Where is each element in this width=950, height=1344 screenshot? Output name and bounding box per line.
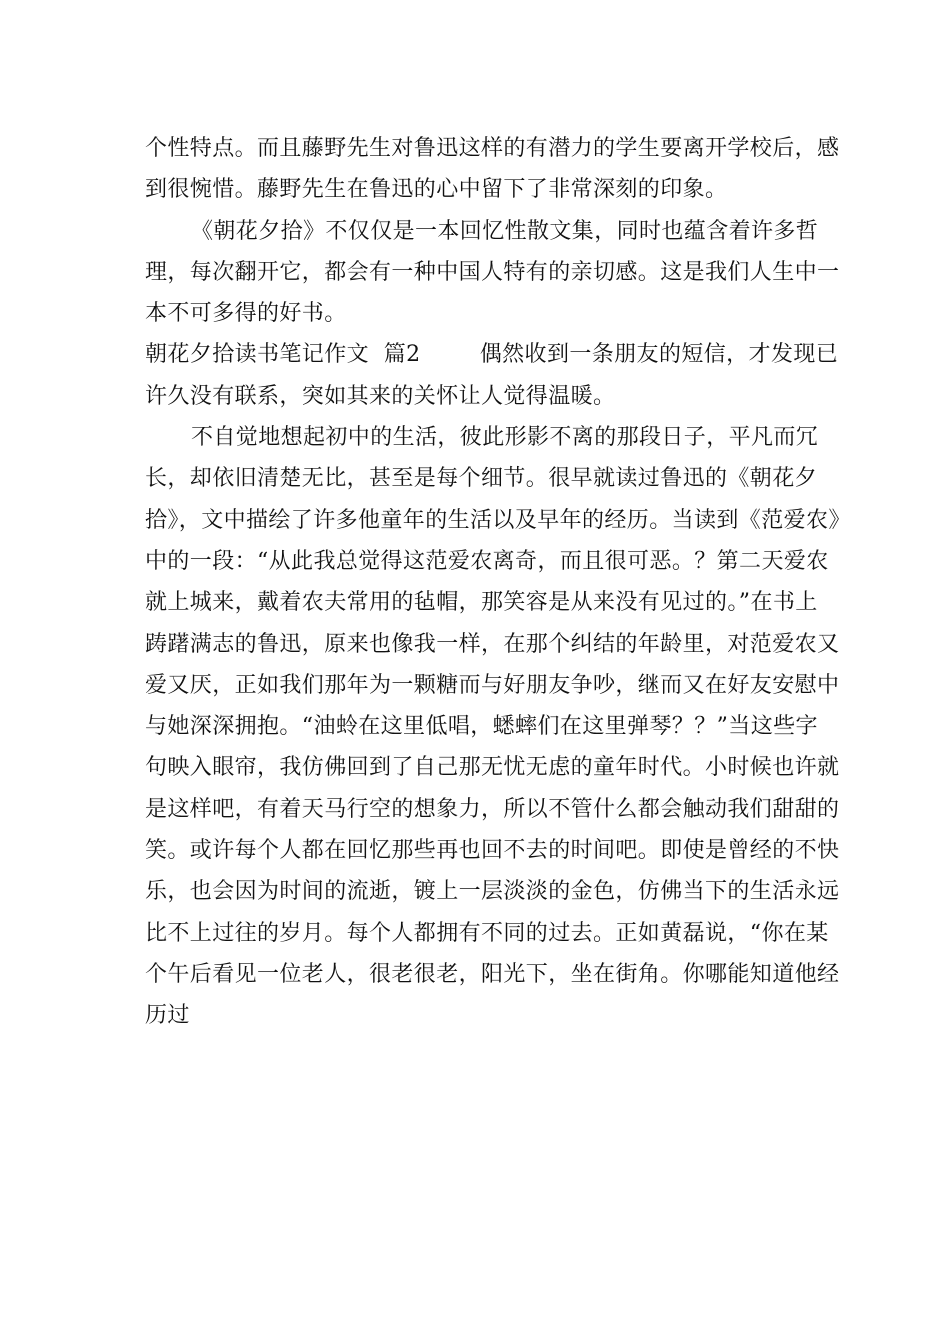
- paragraph-fujino-impression: 个性特点。而且藤野先生对鲁迅这样的有潜力的学生要离开学校后，感到很惋惜。藤野先生在鲁迅的心中留下了非常深刻的印象。: [145, 136, 840, 203]
- document-body: [145, 128, 840, 1037]
- paragraph-essay-2-opening: [145, 334, 840, 417]
- paragraph-essay-2-text: 偶然收到一条朋友的短信，才发现已许久没有联系，突如其来的关怀让人觉得温暖。: [145, 342, 839, 409]
- paragraph-book-summary: 《朝花夕拾》不仅仅是一本回忆性散文集，同时也蕴含着许多哲理，每次翻开它，都会有一种中国人特有的亲切感。这是我们人生中一本不可多得的好书。: [145, 218, 840, 327]
- section-heading: 朝花夕拾读书笔记作文 篇2: [145, 342, 421, 368]
- paragraph-childhood-memories: 不自觉地想起初中的生活，彼此形影不离的那段日子，平凡而冗长，却依旧清楚无比，甚至是每个细节。很早就读过鲁迅的《朝花夕拾》，文中描绘了许多他童年的生活以及早年的经历。当读到《范爱农》中的一段：“从此我总觉得这范爱农离奇，而且很可恶。？第二天爱农就上城来，戴着农夫常用的毡帽，那笑容是从来没有见过的。”在书上踌躇满志的鲁迅，原来也像我一样，在那个纠结的年龄里，对范爱农又爱又厌，正如我们那年为一颗糖而与好朋友争吵，继而又在好友安慰中与她深深拥抱。“油蛉在这里低唱，蟋蟀们在这里弹琴？？”当这些字句映入眼帘，我仿佛回到了自己那无忧无虑的童年时代。小时候也许就是这样吧，有着天马行空的想象力，所以不管什么都会触动我们甜甜的笑。或许每个人都在回忆那些再也回不去的时间吧。即使是曾经的不快乐，也会因为时间的流逝，镀上一层淡淡的金色，仿佛当下的生活永远比不上过往的岁月。每个人都拥有不同的过去。正如黄磊说，“你在某个午后看见一位老人，很老很老，阳光下，坐在街角。你哪能知道他经历过: [145, 425, 840, 1029]
